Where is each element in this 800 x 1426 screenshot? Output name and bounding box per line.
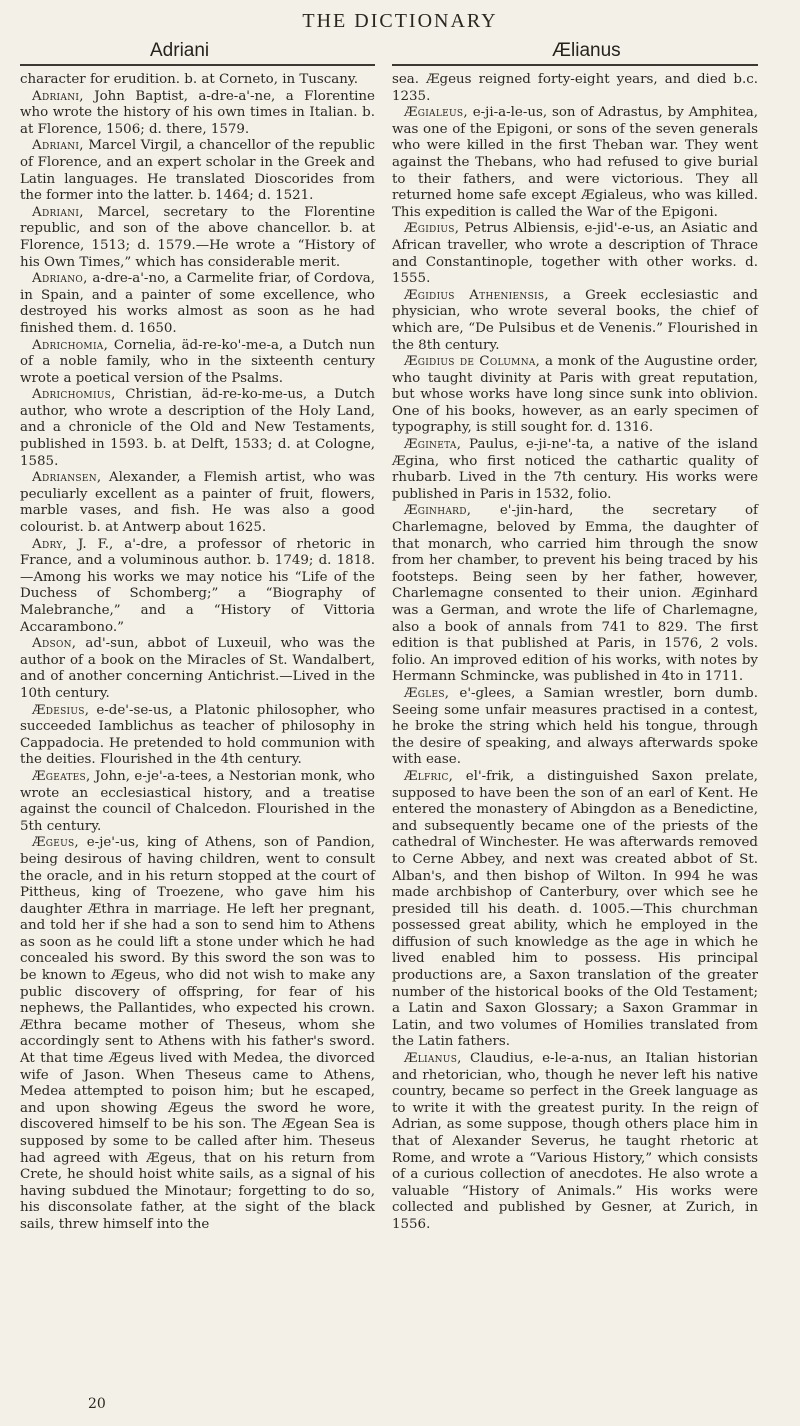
- entry-headword: Adriansen,: [32, 470, 102, 486]
- guideword-right: Ælianus: [552, 40, 621, 61]
- dictionary-entry: [20, 769, 375, 835]
- entry-text: Marcel, secretary to the Florentine republic, and son of the above chancellor. b. at Florence, 1513; d. 1579.—He wrote a “History of his Own Times,” which has considerable merit.: [20, 204, 375, 270]
- entry-text: e-de'-se-us, a Platonic philosopher, who succeeded Iamblichus as teacher of philosophy in Cappadocia. He pretended to hold communion with the deities. Flourished in the 4th century.: [20, 702, 375, 768]
- entry-headword: Adriani,: [32, 88, 84, 104]
- entry-headword: Ægidius,: [404, 221, 460, 237]
- header-rule-left: [20, 64, 375, 66]
- dictionary-entry: [20, 138, 375, 204]
- entry-headword: Ægeates,: [32, 768, 91, 784]
- dictionary-entry: [20, 636, 375, 702]
- entry-headword: Adrichomius,: [32, 387, 116, 403]
- entry-text: John Baptist, a-dre-a'-ne, a Florentine who wrote the history of his own times in Italian. b. at Florence, 1506; d. there, 1579.: [20, 88, 375, 137]
- dictionary-entry: [20, 205, 375, 271]
- guideword-left: Adriani: [150, 40, 210, 61]
- entry-text: e'-jin-hard, the secretary of Charlemagne, beloved by Emma, the daughter of that monarch, who carried him through the snow from her chamber, to prevent his being traced by his footsteps. Being seen by her father, however, Charlemagne consented to their union. Æginhard was a German, and wrote the life of Charlemagne, also a book of annals from 741 to 829. The first edition is that published at Paris, in 1576, 2 vols. folio. An improved edition of his works, with notes by Hermann Schmincke, was published in 4to in 1711.: [392, 503, 758, 685]
- entry-continuation: [20, 72, 375, 89]
- dictionary-entry: [20, 835, 375, 1233]
- dictionary-entry: [20, 338, 375, 388]
- entry-headword: Ægidius Atheniensis,: [404, 287, 549, 303]
- entry-headword: Adson,: [32, 636, 77, 652]
- entry-headword: Ælianus,: [404, 1051, 462, 1067]
- entry-text: character for erudition. b. at Corneto, in Tuscany.: [20, 72, 358, 87]
- entry-headword: Adry,: [32, 536, 68, 552]
- entry-headword: Ægles,: [404, 685, 450, 701]
- entry-text: a-dre-a'-no, a Carmelite friar, of Cordova, in Spain, and a painter of some excellence, who destroyed his works almost as soon as he had finished them. d. 1650.: [20, 271, 375, 336]
- entry-headword: Ægineta,: [404, 437, 462, 453]
- entry-text: Christian, äd-re-ko-me-us, a Dutch author, who wrote a description of the Holy Land, and a chronicle of the Old and New Testaments, published in 1593. b. at Delft, 1533; d. at Cologne, 1585.: [20, 387, 375, 469]
- dictionary-entry: [392, 686, 758, 769]
- entry-text: Alexander, a Flemish artist, who was peculiarly excellent as a painter of fruit, flowers, marble vases, and fish. He was also a good colourist. b. at Antwerp about 1625.: [20, 470, 375, 536]
- left-column: [20, 72, 375, 1234]
- entry-text: John, e-je'-a-tees, a Nestorian monk, who wrote an ecclesiastical history, and a treatise against the council of Chalcedon. Flourished in the 5th century.: [20, 768, 375, 834]
- dictionary-entry: [392, 769, 758, 1051]
- entry-text: a monk of the Augustine order, who taught divinity at Paris with great reputation, but whose works have long since sunk into oblivion. One of his books, however, as an early specimen of typography, is still sought for. d. 1316.: [392, 354, 758, 436]
- dictionary-entry: [20, 271, 375, 337]
- dictionary-entry: [20, 470, 375, 536]
- dictionary-entry: [392, 105, 758, 221]
- dictionary-entry: [392, 437, 758, 503]
- dictionary-entry: [392, 288, 758, 354]
- dictionary-entry: [20, 537, 375, 637]
- entry-headword: Adriano,: [32, 271, 88, 287]
- entry-headword: Ægialeus,: [404, 105, 468, 121]
- entry-text: ad'-sun, abbot of Luxeuil, who was the author of a book on the Miracles of St. Wandalbert, and of another concerning Antichrist.—Lived in the 10th century.: [20, 636, 375, 701]
- entry-text: sea. Ægeus reigned forty-eight years, and died b.c. 1235.: [392, 72, 758, 104]
- entry-text: a Greek ecclesiastic and physician, who wrote several books, the chief of which are, “De Pulsibus et de Venenis.” Flourished in the 8th century.: [392, 287, 758, 353]
- dictionary-entry: [392, 221, 758, 287]
- entry-headword: Ædesius,: [32, 702, 90, 718]
- dictionary-entry: [20, 387, 375, 470]
- entry-text: e'-glees, a Samian wrestler, born dumb. Seeing some unfair measures practised in a contest, he broke the string which held his tongue, through the desire of speaking, and always afterwards spoke with ease.: [392, 685, 758, 768]
- right-column: [392, 72, 758, 1234]
- running-head: THE DICTIONARY: [302, 10, 498, 32]
- dictionary-entry: [392, 1051, 758, 1234]
- entry-text: Marcel Virgil, a chancellor of the republic of Florence, and an expert scholar in the Greek and Latin languages. He translated Dioscorides from the former into the latter. b. 1464; d. 1521.: [20, 138, 375, 204]
- entry-text: el'-frik, a distinguished Saxon prelate, supposed to have been the son of an earl of Kent. He entered the monastery of Abingdon as a Benedictine, and subsequently became one of the priests of the cathedral of Winchester. He was afterwards removed to Cerne Abbey, and next was created abbot of St. Alban's, and then bishop of Wilton. In 994 he was made archbishop of Canterbury, over which see he presided till his death. d. 1005.—This churchman possessed great ability, which he employed in the diffusion of such knowledge as the age in which he lived enabled him to possess. His principal productions are, a Saxon translation of the greater number of the historical books of the Old Testament; a Latin and Saxon Glossary; a Saxon Grammar in Latin, and two volumes of Homilies translated from the Latin fathers.: [392, 768, 758, 1050]
- entry-text: Claudius, e-le-a-nus, an Italian historian and rhetorician, who, though he never left his native country, became so perfect in the Greek language as to write it with the greatest purity. In the reign of Adrian, as some suppose, though others place him in that of Alexander Severus, he taught rhetoric at Rome, and wrote a “Various History,” which consists of a curious collection of anecdotes. He also wrote a valuable “History of Animals.” His works were collected and published by Gesner, at Zurich, in 1556.: [392, 1051, 758, 1232]
- entry-headword: Adrichomia,: [32, 337, 109, 353]
- entry-headword: Adriani,: [32, 138, 84, 154]
- dictionary-entry: [392, 503, 758, 686]
- entry-text: Petrus Albiensis, e-jid'-e-us, an Asiatic and African traveller, who wrote a description of Thrace and Constantinople, together with other works. d. 1555.: [392, 221, 758, 287]
- entry-headword: Æginhard,: [404, 503, 472, 519]
- entry-text: Cornelia, äd-re-ko'-me-a, a Dutch nun of a noble family, who in the sixteenth century wrote a poetical version of the Psalms.: [20, 337, 375, 386]
- entry-text: Paulus, e-ji-ne'-ta, a native of the island Ægina, who first noticed the cathartic quality of rhubarb. Lived in the 7th century. His works were published in Paris in 1532, folio.: [392, 437, 758, 502]
- page-number: 20: [88, 1396, 106, 1412]
- dictionary-entry: [20, 703, 375, 769]
- entry-headword: Ægeus,: [32, 835, 79, 851]
- dictionary-entry: [20, 89, 375, 139]
- entry-headword: Adriani,: [32, 204, 84, 220]
- dictionary-entry: [392, 354, 758, 437]
- entry-text: e-ji-a-le-us, son of Adrastus, by Amphitea, was one of the Epigoni, or sons of the seven generals who were killed in the first Theban war. They went against the Thebans, who had refused to give burial to their fathers, and were victorious. They all returned home safe except Ægialeus, who was killed. This expedition is called the War of the Epigoni.: [392, 105, 758, 220]
- entry-text: J. F., a'-dre, a professor of rhetoric in France, and a voluminous author. b. 1749; d. 1818.—Among his works we may notice his “Life of the Duchess of Schomberg;” a “Biography of Malebranche,” and a “History of Vittoria Accarambono.”: [20, 536, 375, 635]
- entry-continuation: [392, 72, 758, 105]
- entry-headword: Ælfric,: [404, 768, 454, 784]
- header-rule-right: [392, 64, 758, 66]
- entry-text: e-je'-us, king of Athens, son of Pandion, being desirous of having children, went to consult the oracle, and in his return stopped at the court of Pittheus, king of Troezene, who gave him his daughter Æthra in marriage. He left her pregnant, and told her if she had a son to send him to Athens as soon as he could lift a stone under which he had concealed his sword. By this sword the son was to be known to Ægeus, who did not wish to make any public discovery of offspring, for fear of his nephews, the Pallantides, who expected his crown. Æthra became mother of Theseus, whom she accordingly sent to Athens with his father's sword. At that time Ægeus lived with Medea, the divorced wife of Jason. When Theseus came to Athens, Medea attempted to poison him; but he escaped, and upon showing Ægeus the sword he wore, discovered himself to be his son. The Ægean Sea is supposed by some to be called after him. Theseus had agreed with Ægeus, that on his return from Crete, he should hoist white sails, as a signal of his having subdued the Minotaur; forgetting to do so, his disconsolate father, at the sight of the black sails, threw himself into the: [20, 835, 375, 1232]
- entry-headword: Ægidius de Columna,: [404, 354, 541, 370]
